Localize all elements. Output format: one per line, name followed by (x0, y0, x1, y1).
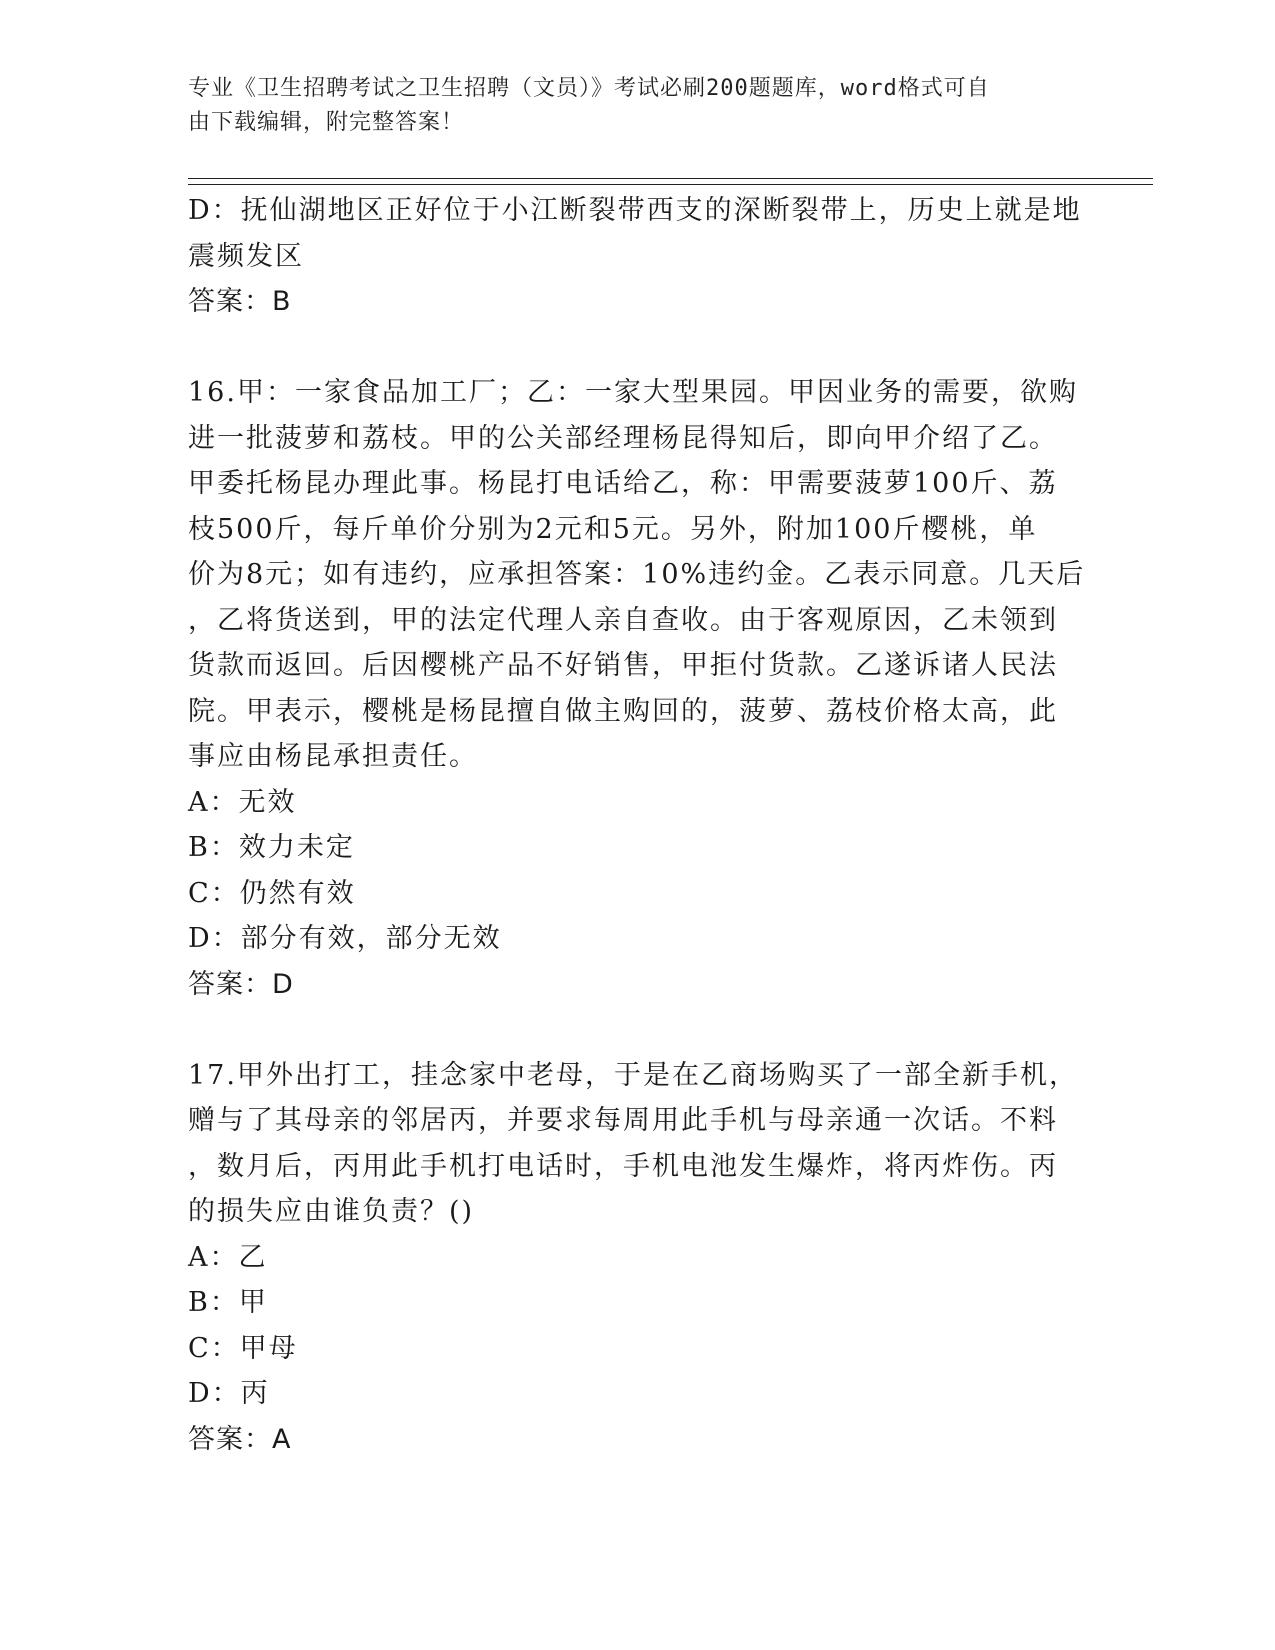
question-stem-line: 甲委托杨昆办理此事。杨昆打电话给乙，称：甲需要菠萝100斤、荔 (188, 468, 1058, 499)
header-divider-bottom (188, 184, 1153, 185)
option-c: C：甲母 (188, 1332, 298, 1364)
spacer (188, 325, 1088, 371)
question-stem-line: 货款而返回。后因樱桃产品不好销售，甲拒付货款。乙遂诉诸人民法 (188, 650, 1058, 681)
question-17 (188, 1053, 1088, 1463)
question-16 (188, 370, 1088, 1007)
option-b: B：甲 (188, 1287, 268, 1318)
answer-label: 答案：B (188, 286, 292, 317)
option-c: C：仍然有效 (188, 877, 356, 909)
question-stem-line: ，数月后，丙用此手机打电话时，手机电池发生爆炸，将丙炸伤。丙 (188, 1150, 1058, 1182)
header-divider-top (188, 178, 1153, 179)
question-stem-line: 的损失应由谁负责？() (188, 1196, 475, 1227)
option-d: D：丙 (188, 1378, 270, 1409)
question-stem-line: 赠与了其母亲的邻居丙，并要求每周用此手机与母亲通一次话。不料 (188, 1105, 1058, 1136)
option-d: D：部分有效，部分无效 (188, 923, 502, 954)
document-body (188, 188, 1088, 1462)
option-a: A：无效 (188, 786, 297, 818)
option-a: A：乙 (188, 1241, 268, 1273)
question-stem-line: 事应由杨昆承担责任。 (188, 741, 478, 772)
header-line-1: 专业《卫生招聘考试之卫生招聘（文员）》考试必刷200题题库，word格式可自 (188, 76, 990, 101)
question-stem-line: 枝500斤，每斤单价分别为2元和5元。另外，附加100斤樱桃，单 (188, 513, 1038, 545)
question-stem-line: 16.甲：一家食品加工厂；乙：一家大型果园。甲因业务的需要，欲购 (188, 377, 1078, 408)
document-header (188, 72, 1088, 140)
question-stem-line: 院。甲表示，樱桃是杨昆擅自做主购回的，菠萝、荔枝价格太高，此 (188, 695, 1058, 727)
spacer (188, 1007, 1088, 1053)
option-d-line-1: D：抚仙湖地区正好位于小江断裂带西支的深断裂带上，历史上就是地 (188, 195, 1082, 226)
answer-label: 答案：A (188, 1423, 292, 1455)
question-15-tail (188, 188, 1088, 325)
answer-label: 答案：D (188, 968, 294, 1000)
question-stem-line: 进一批菠萝和荔枝。甲的公关部经理杨昆得知后，即向甲介绍了乙。 (188, 422, 1058, 454)
question-stem-line: 价为8元；如有违约，应承担答案：10%违约金。乙表示同意。几天后 (188, 559, 1086, 590)
header-line-2: 由下载编辑，附完整答案！ (188, 110, 465, 135)
question-stem-line: 17.甲外出打工，挂念家中老母，于是在乙商场购买了一部全新手机， (188, 1059, 1078, 1091)
option-d-line-2: 震频发区 (188, 240, 304, 272)
option-b: B：效力未定 (188, 832, 355, 863)
question-stem-line: ，乙将货送到，甲的法定代理人亲自查收。由于客观原因，乙未领到 (188, 604, 1058, 636)
